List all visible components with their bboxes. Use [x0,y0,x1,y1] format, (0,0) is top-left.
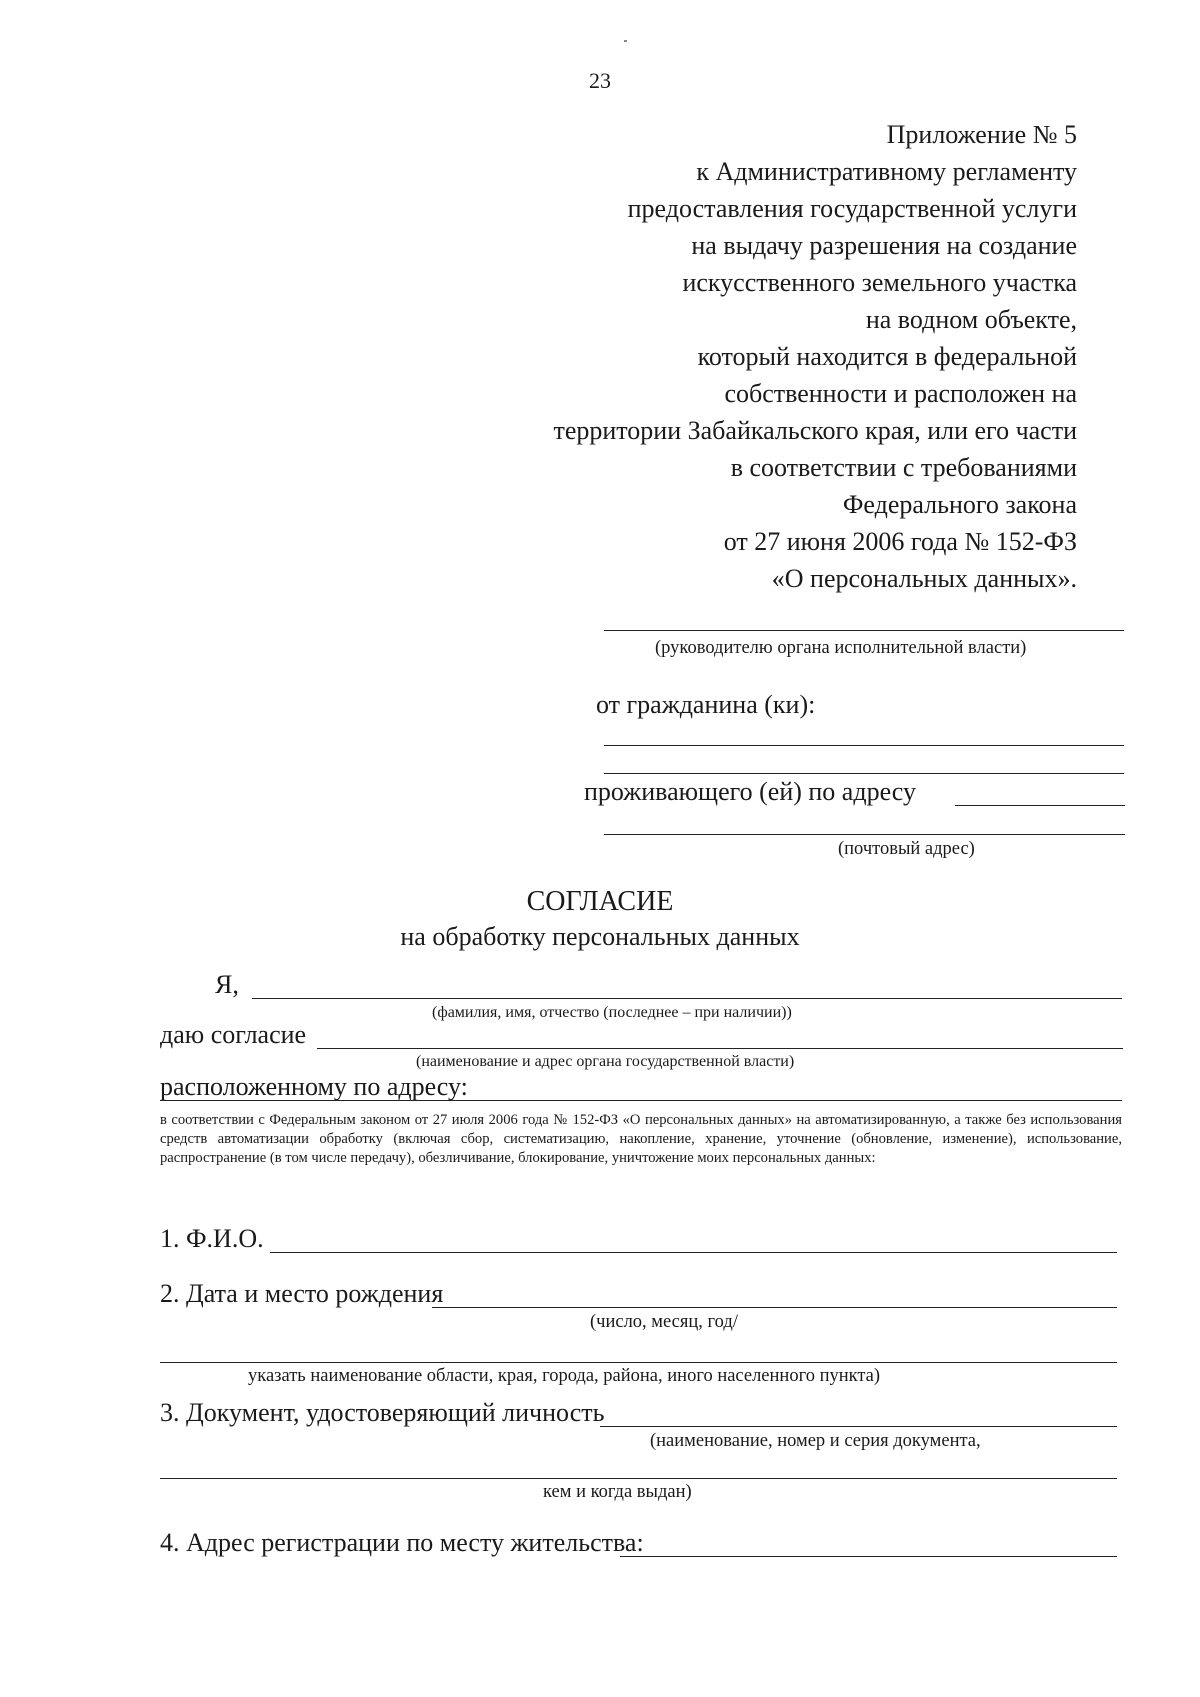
appendix-line: Приложение № 5 [886,120,1077,149]
field-birth-line-2[interactable] [160,1362,1117,1363]
appendix-line: искусственного земельного участка [682,268,1077,297]
appendix-line: Федерального закона [842,490,1077,519]
appendix-line: «О персональных данных». [771,564,1077,593]
field-birth-line[interactable] [432,1307,1117,1308]
appendix-line: от 27 июня 2006 года № 152-ФЗ [723,527,1077,556]
field-doc-line-2[interactable] [160,1478,1117,1479]
legal-text: в соответствии с Федеральным законом от 27 июля 2006 года № 152-ФЗ «О персональных данных» на автоматизированную, а также без использования средств автоматизации обработку (включая сбор, систематизацию, накопление, хранение, уточнение (обновление, изменение), использование, распространение (в том числе передачу), обезличивание, блокирование, уничтожение моих персональных данных: [160,1112,1122,1166]
appendix-line: территории Забайкальского края, или его части [553,416,1077,445]
appendix-line: в соответствии с требованиями [730,453,1077,482]
postal-caption: (почтовый адрес) [838,839,975,859]
i-label: Я, [215,970,239,999]
appendix-header [377,116,1077,597]
fio-line[interactable] [252,998,1122,999]
doc-caption-issued: кем и когда выдан) [543,1482,692,1502]
field-doc-label: 3. Документ, удостоверяющий личность [160,1398,605,1427]
give-consent-label: даю согласие [160,1020,307,1049]
consent-title: СОГЛАСИЕ [526,886,674,917]
field-address-line[interactable] [620,1556,1117,1557]
field-birth-label: 2. Дата и место рождения [160,1279,444,1308]
page-number: 23 [589,68,611,93]
citizen-name-line-2[interactable] [604,773,1124,774]
located-label: расположенному по адресу: [160,1072,468,1101]
consent-subtitle: на обработку персональных данных [400,922,800,951]
field-address-label: 4. Адрес регистрации по месту жительства: [160,1528,644,1557]
authority-line[interactable] [317,1048,1123,1049]
appendix-line: на водном объекте, [865,305,1077,334]
appendix-line: который находится в федеральной [697,342,1077,371]
fio-caption: (фамилия, имя, отчество (последнее – при наличии)) [432,1004,792,1021]
address-line-1[interactable] [955,805,1125,806]
head-caption: (руководителю органа исполнительной власти) [655,638,1027,658]
residing-label: проживающего (ей) по адресу [584,777,916,806]
citizen-name-line-1[interactable] [604,745,1124,746]
field-fio-line[interactable] [270,1252,1117,1253]
birth-caption-date: (число, месяц, год/ [590,1312,738,1332]
authority-caption: (наименование и адрес органа государственной власти) [416,1053,795,1070]
from-citizen-label: от гражданина (ки): [596,690,816,719]
appendix-line: собственности и расположен на [724,379,1077,408]
head-name-line[interactable] [604,630,1124,631]
appendix-line: к Административному регламенту [696,157,1077,186]
address-line-2[interactable] [604,834,1125,835]
appendix-line: предоставления государственной услуги [627,194,1077,223]
birth-caption-place: указать наименование области, края, города, района, иного населенного пункта) [248,1366,881,1386]
scan-speck [624,40,627,42]
located-line[interactable] [160,1100,1122,1101]
appendix-line: на выдачу разрешения на создание [691,231,1077,260]
doc-caption-name: (наименование, номер и серия документа, [650,1431,981,1451]
field-doc-line[interactable] [600,1426,1117,1427]
field-fio-label: 1. Ф.И.О. [160,1224,264,1253]
